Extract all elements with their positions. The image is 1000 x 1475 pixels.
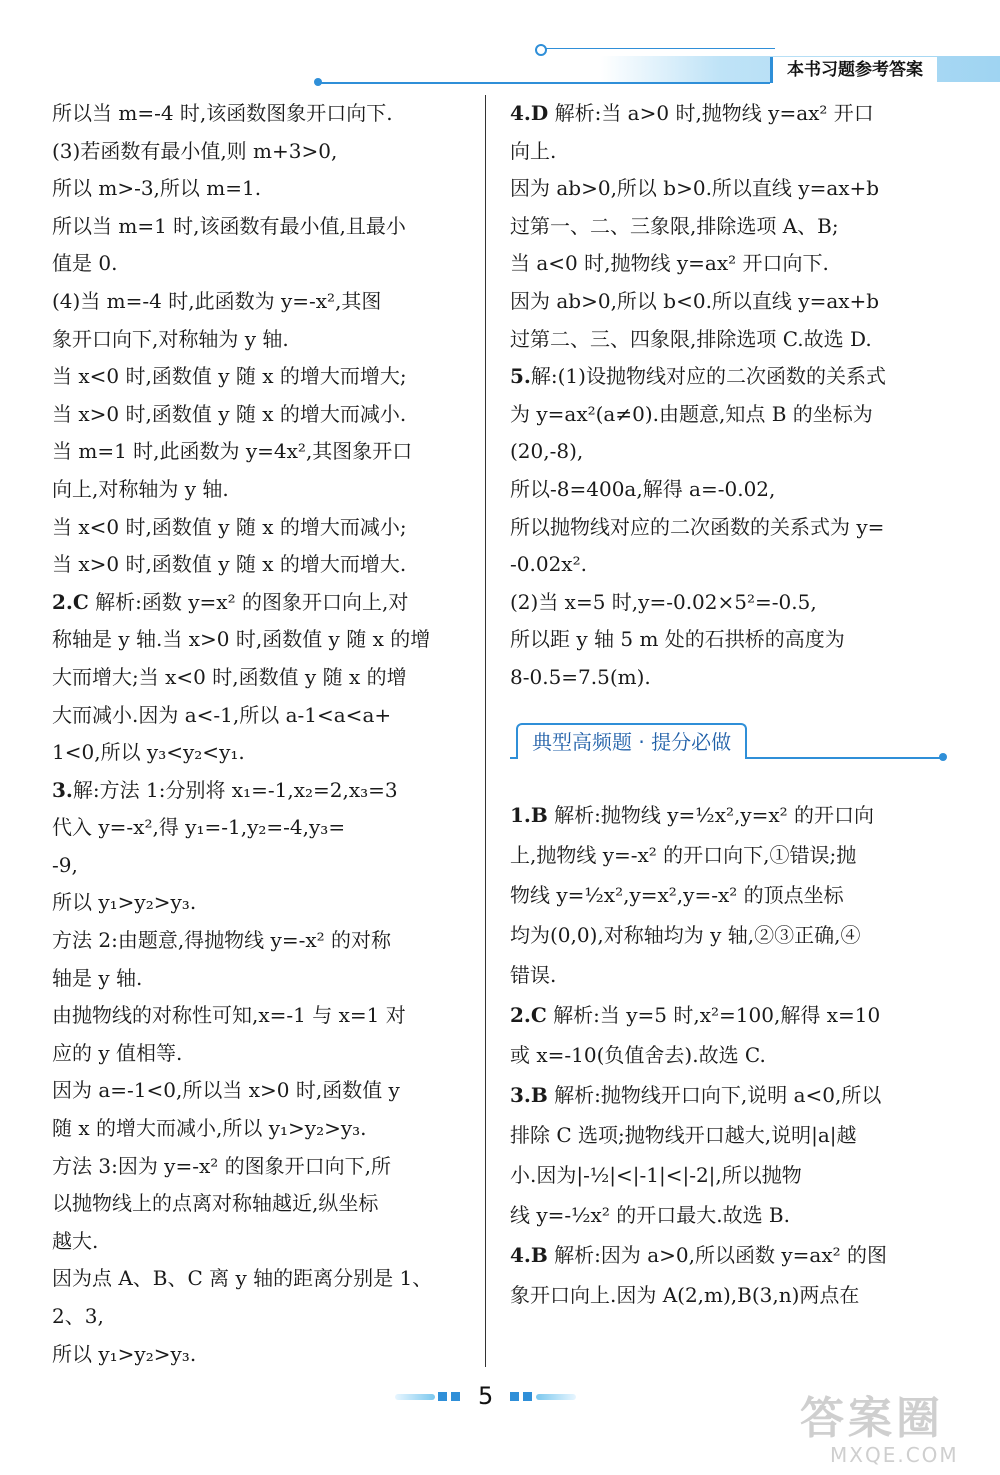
footer-square-icon: [523, 1392, 532, 1401]
footer-bar-right: [536, 1394, 576, 1400]
header-bullet-icon: [314, 78, 322, 86]
text-line: 随 x 的增大而减小,所以 y₁>y₂>y₃.: [52, 1116, 367, 1141]
text-line: 因为点 A、B、C 离 y 轴的距离分别是 1、: [52, 1266, 433, 1291]
text-line: 当 x<0 时,函数值 y 随 x 的增大而增大;: [52, 364, 407, 389]
text-line: 线 y=-½x² 的开口最大.故选 B.: [510, 1202, 790, 1227]
footer-square-icon: [438, 1392, 447, 1401]
footer-bar-left: [395, 1394, 435, 1400]
text-line: 3.B 解析:抛物线开口向下,说明 a<0,所以: [510, 1082, 882, 1107]
watermark-logo: [800, 1395, 990, 1470]
text-line: 应的 y 值相等.: [52, 1040, 183, 1065]
text-line: 1.B 解析:抛物线 y=½x²,y=x² 的开口向: [510, 802, 875, 827]
footer-square-icon: [451, 1392, 460, 1401]
text-line: 所以 y₁>y₂>y₃.: [52, 1341, 197, 1366]
text-line: 因为 ab>0,所以 b>0.所以直线 y=ax+b: [510, 176, 880, 201]
watermark-text: 答案圈: [800, 1393, 944, 1444]
header-rule: [318, 82, 770, 84]
text-line: 大而减小.因为 a<-1,所以 a-1<a<a+: [52, 702, 392, 727]
right-column-bottom: [510, 795, 935, 1315]
text-line: 越大.: [52, 1228, 99, 1253]
text-line: 4.D 解析:当 a>0 时,抛物线 y=ax² 开口: [510, 101, 874, 125]
text-line: (4)当 m=-4 时,此函数为 y=-x²,其图: [52, 288, 382, 313]
text-line: 由抛物线的对称性可知,x=-1 与 x=1 对: [52, 1003, 406, 1028]
text-line: 过第一、二、三象限,排除选项 A、B;: [510, 213, 839, 238]
watermark-url: MXQE.COM: [830, 1443, 959, 1467]
text-line: 所以 m>-3,所以 m=1.: [52, 176, 262, 201]
text-line: 小.因为|-½|<|-1|<|-2|,所以抛物: [510, 1162, 802, 1187]
text-line: 5.解:(1)设抛物线对应的二次函数的关系式: [510, 364, 886, 389]
text-line: 大而增大;当 x<0 时,函数值 y 随 x 的增: [52, 664, 407, 689]
text-line: 当 m=1 时,此函数为 y=4x²,其图象开口: [52, 439, 413, 464]
text-line: 代入 y=-x²,得 y₁=-1,y₂=-4,y₃=: [52, 815, 346, 840]
section-dot-icon: [939, 753, 947, 761]
text-line: 2、3,: [52, 1304, 104, 1328]
text-line: 所以抛物线对应的二次函数的关系式为 y=: [510, 514, 885, 539]
text-line: 2.C 解析:当 y=5 时,x²=100,解得 x=10: [510, 1002, 881, 1027]
text-line: 当 a<0 时,抛物线 y=ax² 开口向下.: [510, 251, 829, 276]
text-line: 3.解:方法 1:分别将 x₁=-1,x₂=2,x₃=3: [52, 777, 398, 802]
text-line: 所以当 m=-4 时,该函数图象开口向下.: [52, 101, 393, 125]
text-line: 因为 ab>0,所以 b<0.所以直线 y=ax+b: [510, 288, 880, 313]
right-column: [510, 95, 935, 1315]
text-line: -9,: [52, 852, 78, 877]
text-line: 以抛物线上的点离对称轴越近,纵坐标: [52, 1191, 379, 1216]
text-line: 上,抛物线 y=-x² 的开口向下,①错误;抛: [510, 842, 857, 867]
footer-square-icon: [510, 1392, 519, 1401]
text-line: 方法 3:因为 y=-x² 的图象开口向下,所: [52, 1153, 392, 1178]
text-line: 物线 y=½x²,y=x²,y=-x² 的顶点坐标: [510, 882, 844, 907]
text-line: 8-0.5=7.5(m).: [510, 664, 651, 689]
text-line: 均为(0,0),对称轴均为 y 轴,②③正确,④: [510, 922, 861, 947]
text-line: 值是 0.: [52, 251, 118, 276]
text-line: 所以当 m=1 时,该函数有最小值,且最小: [52, 213, 406, 238]
page-number: 5: [478, 1382, 494, 1410]
right-column-top: [510, 95, 935, 697]
text-line: 或 x=-10(负值舍去).故选 C.: [510, 1042, 766, 1067]
text-line: 错误.: [510, 962, 557, 987]
header-dot-icon: [535, 44, 547, 56]
text-line: 排除 C 选项;抛物线开口越大,说明|a|越: [510, 1122, 857, 1147]
column-divider: [485, 95, 486, 1367]
text-line: 方法 2:由题意,得抛物线 y=-x² 的对称: [52, 928, 392, 953]
text-line: 过第二、三、四象限,排除选项 C.故选 D.: [510, 326, 872, 351]
text-line: 象开口向下,对称轴为 y 轴.: [52, 326, 289, 351]
left-column: [52, 95, 477, 1373]
text-line: 向上,对称轴为 y 轴.: [52, 476, 229, 501]
text-line: 所以距 y 轴 5 m 处的石拱桥的高度为: [510, 627, 845, 652]
text-line: 1<0,所以 y₃<y₂<y₁.: [52, 740, 245, 765]
text-line: 当 x<0 时,函数值 y 随 x 的增大而减小;: [52, 514, 407, 539]
text-line: 称轴是 y 轴.当 x>0 时,函数值 y 随 x 的增: [52, 627, 431, 652]
text-line: 所以 y₁>y₂>y₃.: [52, 890, 197, 915]
text-line: 为 y=ax²(a≠0).由题意,知点 B 的坐标为: [510, 401, 873, 426]
text-line: (20,-8),: [510, 439, 584, 464]
text-line: 因为 a=-1<0,所以当 x>0 时,函数值 y: [52, 1078, 400, 1103]
text-line: 象开口向上.因为 A(2,m),B(3,n)两点在: [510, 1282, 860, 1307]
text-line: (3)若函数有最小值,则 m+3>0,: [52, 138, 338, 163]
text-line: 当 x>0 时,函数值 y 随 x 的增大而增大.: [52, 552, 407, 577]
section-header: [510, 723, 935, 761]
text-line: (2)当 x=5 时,y=-0.02×5²=-0.5,: [510, 589, 817, 614]
text-line: 当 x>0 时,函数值 y 随 x 的增大而减小.: [52, 401, 407, 426]
text-line: 所以-8=400a,解得 a=-0.02,: [510, 476, 776, 501]
text-line: 4.B 解析:因为 a>0,所以函数 y=ax² 的图: [510, 1242, 888, 1267]
text-line: 向上.: [510, 138, 557, 163]
page-header-title: 本书习题参考答案: [770, 57, 937, 83]
text-line: 轴是 y 轴.: [52, 965, 143, 990]
header-rule-thin: [545, 48, 775, 49]
text-line: -0.02x².: [510, 552, 587, 577]
text-line: 2.C 解析:函数 y=x² 的图象开口向上,对: [52, 589, 409, 614]
section-title: 典型高频题 · 提分必做: [516, 723, 747, 759]
